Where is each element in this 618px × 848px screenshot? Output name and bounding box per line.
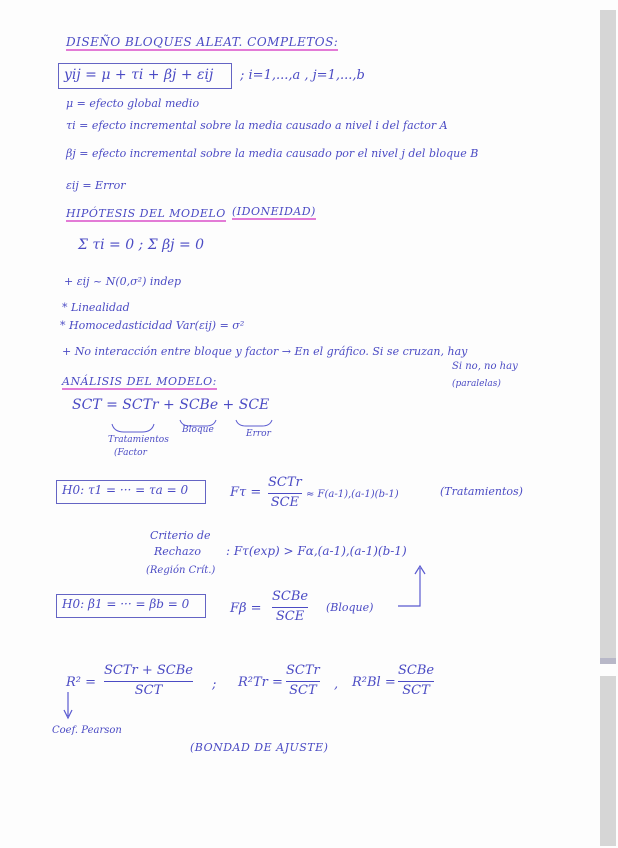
- analysis-heading: ANÁLISIS DEL MODELO:: [62, 375, 217, 388]
- criterion-line1: Criterio de: [150, 529, 211, 542]
- brace-treatments: [112, 424, 154, 432]
- model-equation: yij = μ + τi + βj + εij: [64, 67, 214, 83]
- rtr-fraction: [286, 664, 320, 699]
- f-beta-denominator: SCE: [275, 608, 305, 624]
- r2-denominator: SCT: [134, 682, 163, 698]
- criterion-line2: Rechazo: [154, 545, 202, 558]
- rtr-label: R²Tr =: [238, 675, 283, 690]
- f-tau-label: Fτ =: [230, 485, 262, 500]
- rtr-numerator: SCTr: [286, 663, 320, 678]
- label-bloque: Bloque: [182, 425, 214, 435]
- f-tau-numerator: SCTr: [268, 475, 302, 490]
- hypothesis-normality: + εij ~ N(0,σ²) indep: [64, 275, 182, 288]
- hypothesis-linearity: * Linealidad: [62, 301, 130, 314]
- f-tau-distribution: ≈ F(a-1),(a-1)(b-1): [306, 489, 399, 500]
- label-tratamientos: Tratamientos: [108, 435, 169, 445]
- rbl-denominator: SCT: [402, 682, 430, 698]
- interaction-note-line3: (paralelas): [452, 379, 501, 389]
- f-beta-label: Fβ =: [230, 601, 262, 616]
- hypothesis-homoscedasticity: * Homocedasticidad Var(εij) = σ²: [60, 319, 245, 332]
- scrollbar-upper[interactable]: [600, 10, 616, 658]
- definition-mu: μ = efecto global medio: [66, 97, 200, 110]
- f-beta-fraction: [272, 590, 308, 625]
- goodness-of-fit: (BONDAD DE AJUSTE): [190, 741, 329, 754]
- coef-pearson: Coef. Pearson: [52, 725, 122, 736]
- definition-tau: τi = efecto incremental sobre la media causado a nivel i del factor A: [66, 119, 448, 132]
- rbl-fraction: [398, 664, 434, 699]
- definition-error: εij = Error: [66, 179, 126, 192]
- hypotheses-heading-suffix: (IDONEIDAD): [232, 205, 316, 218]
- criterion-line3: (Región Crít.): [146, 565, 216, 576]
- f-tau-denominator: SCE: [270, 494, 300, 510]
- model-indices: ; i=1,...,a , j=1,...,b: [240, 68, 365, 83]
- r2-label: R² =: [66, 675, 97, 690]
- h0-beta: H0: β1 = ··· = βb = 0: [62, 597, 190, 611]
- f-tau-fraction: [268, 476, 302, 511]
- hypothesis-no-interaction: + No interacción entre bloque y factor → En el gráfico. Si se cruzan, hay: [62, 345, 468, 358]
- f-beta-note: (Bloque): [326, 601, 374, 614]
- brace-error: [236, 420, 272, 426]
- label-factor: (Factor: [114, 448, 147, 458]
- rtr-separator: ,: [334, 677, 339, 692]
- r2-fraction: [104, 664, 193, 699]
- page-title: DISEÑO BLOQUES ALEAT. COMPLETOS:: [66, 35, 339, 49]
- rbl-label: R²Bl =: [352, 675, 396, 690]
- interaction-note-line2: Si no, no hay: [452, 361, 518, 372]
- h0-tau: H0: τ1 = ··· = τa = 0: [62, 483, 189, 497]
- criterion-expression: : Fτ(exp) > Fα,(a-1),(a-1)(b-1): [226, 544, 407, 558]
- label-error: Error: [246, 429, 271, 439]
- scrollbar-lower[interactable]: [600, 676, 616, 846]
- r2-numerator: SCTr + SCBe: [104, 663, 193, 678]
- hypotheses-heading: HIPÓTESIS DEL MODELO: [66, 207, 226, 220]
- sum-constraints: Σ τi = 0 ; Σ βj = 0: [78, 237, 205, 253]
- rtr-denominator: SCT: [289, 682, 317, 698]
- criterion-arrow: [398, 568, 420, 606]
- sct-decomposition: SCT = SCTr + SCBe + SCE: [72, 397, 270, 413]
- rbl-numerator: SCBe: [398, 663, 435, 678]
- f-tau-note: (Tratamientos): [440, 485, 523, 498]
- f-beta-numerator: SCBe: [272, 589, 309, 604]
- scrollbar-divider: [600, 658, 616, 664]
- r2-separator: ;: [212, 677, 217, 692]
- definition-beta: βj = efecto incremental sobre la media causado por el nivel j del bloque B: [66, 147, 479, 160]
